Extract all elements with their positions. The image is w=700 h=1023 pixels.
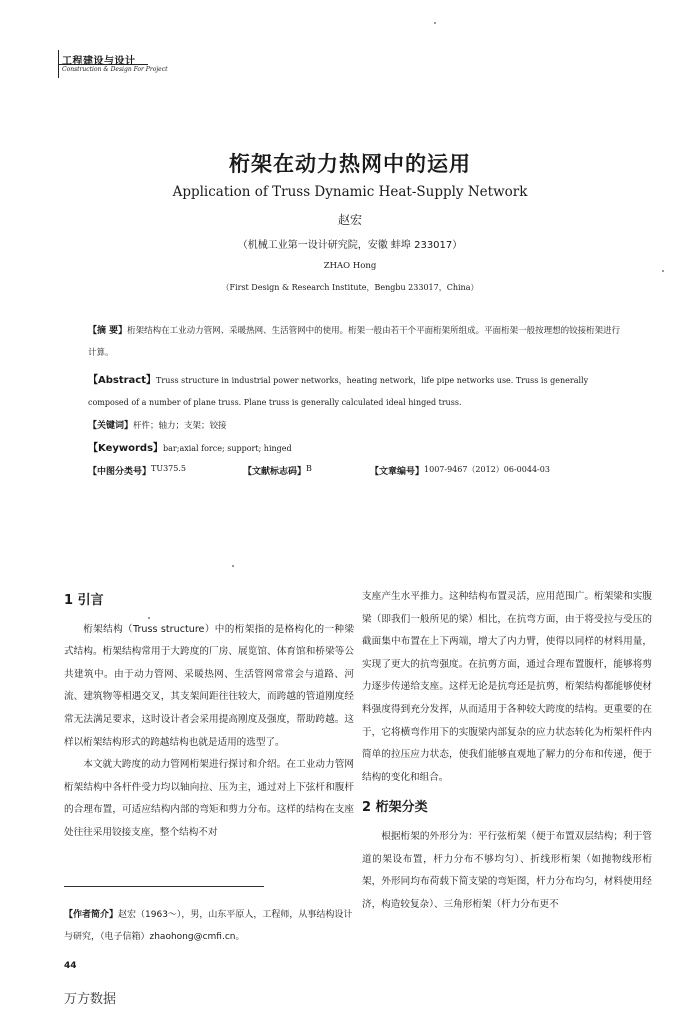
section-1-heading: 1 引言 [64,593,104,608]
right-column [362,586,652,916]
author-bio-footnote [64,904,354,948]
journal-name-en: Construction & Design For Project [62,66,168,73]
author-zh: 赵宏 [337,213,362,227]
left-column [64,590,354,845]
abstract-en [88,370,628,414]
keywords-label-zh: 【关键词】 [88,421,134,431]
section-1-paragraph-2: 本文就大跨度的动力管网桁架进行探讨和介绍。在工业动力管网桁架结构中各杆件受力均以轴向拉、压为主，通过对上下弦杆和腹杆的合理布置，可适应结构内部的弯矩和剪力分布。这样的结构在支座处往往采用铰接支座，整个结构不对 [64,759,354,838]
article-title-en: Application of Truss Dynamic Heat-Supply Network [172,184,528,200]
footnote-rule [64,886,264,887]
keywords-text-zh: 杆件；轴力；支架；铰接 [133,421,227,431]
clc-code: 【中图分类号】 TU375.5 [88,464,186,477]
section-2-paragraph-1: 根据桁架的外形分为：平行弦桁架（便于布置双层结构；利于管道的架设布置，杆力分布不够均匀）、折线形桁架（如抛物线形桁架，外形同均布荷载下简支梁的弯矩图，杆力分布均匀，材料使用经济，构造较复杂）、三角形桁架（杆力分布更不 [362,830,652,910]
footnote-label: 【作者简介】 [64,910,119,920]
abstract-label-en: 【Abstract】 [88,375,157,386]
article-number: 【文章编号】 1007-9467（2012）06-0044-03 [370,465,550,477]
abstract-text-en: Truss structure in industrial power networks，heating network，life pipe networks use. Truss is generally composed of a number of plane truss. Plane truss is generally calculated ideal hinged truss. [88,376,589,407]
abstract-label-zh: 【摘 要】 [88,326,128,336]
abstract-zh [88,320,628,364]
keywords-text-en: bar;axial force; support; hinged [163,444,292,453]
affiliation-zh: （机械工业第一设计研究院，安徽 蚌埠 233017） [237,240,463,251]
right-column-paragraph: 支座产生水平推力。这种结构布置灵活，应用范围广。桁架梁和实腹梁（即我们一般所见的梁）相比，在抗弯方面，由于将受拉与受压的截面集中布置在上下两端，增大了内力臂，使得以同样的材料用量，实现了更大的抗弯强度。在抗剪方面，通过合理布置腹杆，能够将剪力逐步传递给支座。这样无论是抗弯还是抗剪，桁架结构都能够使材料强度得到充分发挥，从而适用于各种较大跨度的结构。更重要的在于，它将横弯作用下的实腹梁内部复杂的应力状态转化为桁架杆件内简单的拉压应力状态，使我们能够直观地了解力的分布和传递，便于结构的变化和组合。 [362,591,652,783]
section-1-paragraph-1: 桁架结构（Truss structure）中的桁架指的是格构化的一种梁式结构。桁架结构常用于大跨度的厂房、展览馆、体育馆和桥梁等公共建筑中。由于动力管网、采暖热网、生活管网常常会与道路、河流、建筑物等相遇交叉，其支架间距往往较大，而跨越的管道刚度经常无法满足要求，这时设计者会采用提高刚度及强度，帮助跨越。这样以桁架结构形式的跨越结构也就是适用的选型了。 [64,623,354,748]
scan-speck [434,22,436,24]
section-2-heading: 2 桁架分类 [362,800,428,816]
watermark-wanfang: 万方数据 [64,992,117,1007]
footnote-text: 赵宏（1963～），男，山东平原人，工程师，从事结构设计与研究，（电子信箱）zhaohong@cmfi.cn。 [64,910,353,942]
author-en: ZHAO Hong [323,261,377,271]
article-title-zh: 桁架在动力热网中的运用 [229,152,471,176]
document-code: 【文献标志码】 B [243,464,312,477]
page-number: 44 [64,961,77,971]
keywords-label-en: 【Keywords】 [88,443,164,454]
affiliation-en: （First Design & Research Institute，Bengbu 233017，China） [221,283,479,292]
keywords-en [88,438,628,460]
abstract-text-zh: 桁架结构在工业动力管网、采暖热网、生活管网中的使用。桁架一般由若干个平面桁架所组成。平面桁架一般按理想的铰接桁架进行计算。 [88,326,621,358]
journal-name-zh: 工程建设与设计 [62,56,136,67]
keywords-zh [88,415,628,437]
scan-speck [232,565,234,567]
